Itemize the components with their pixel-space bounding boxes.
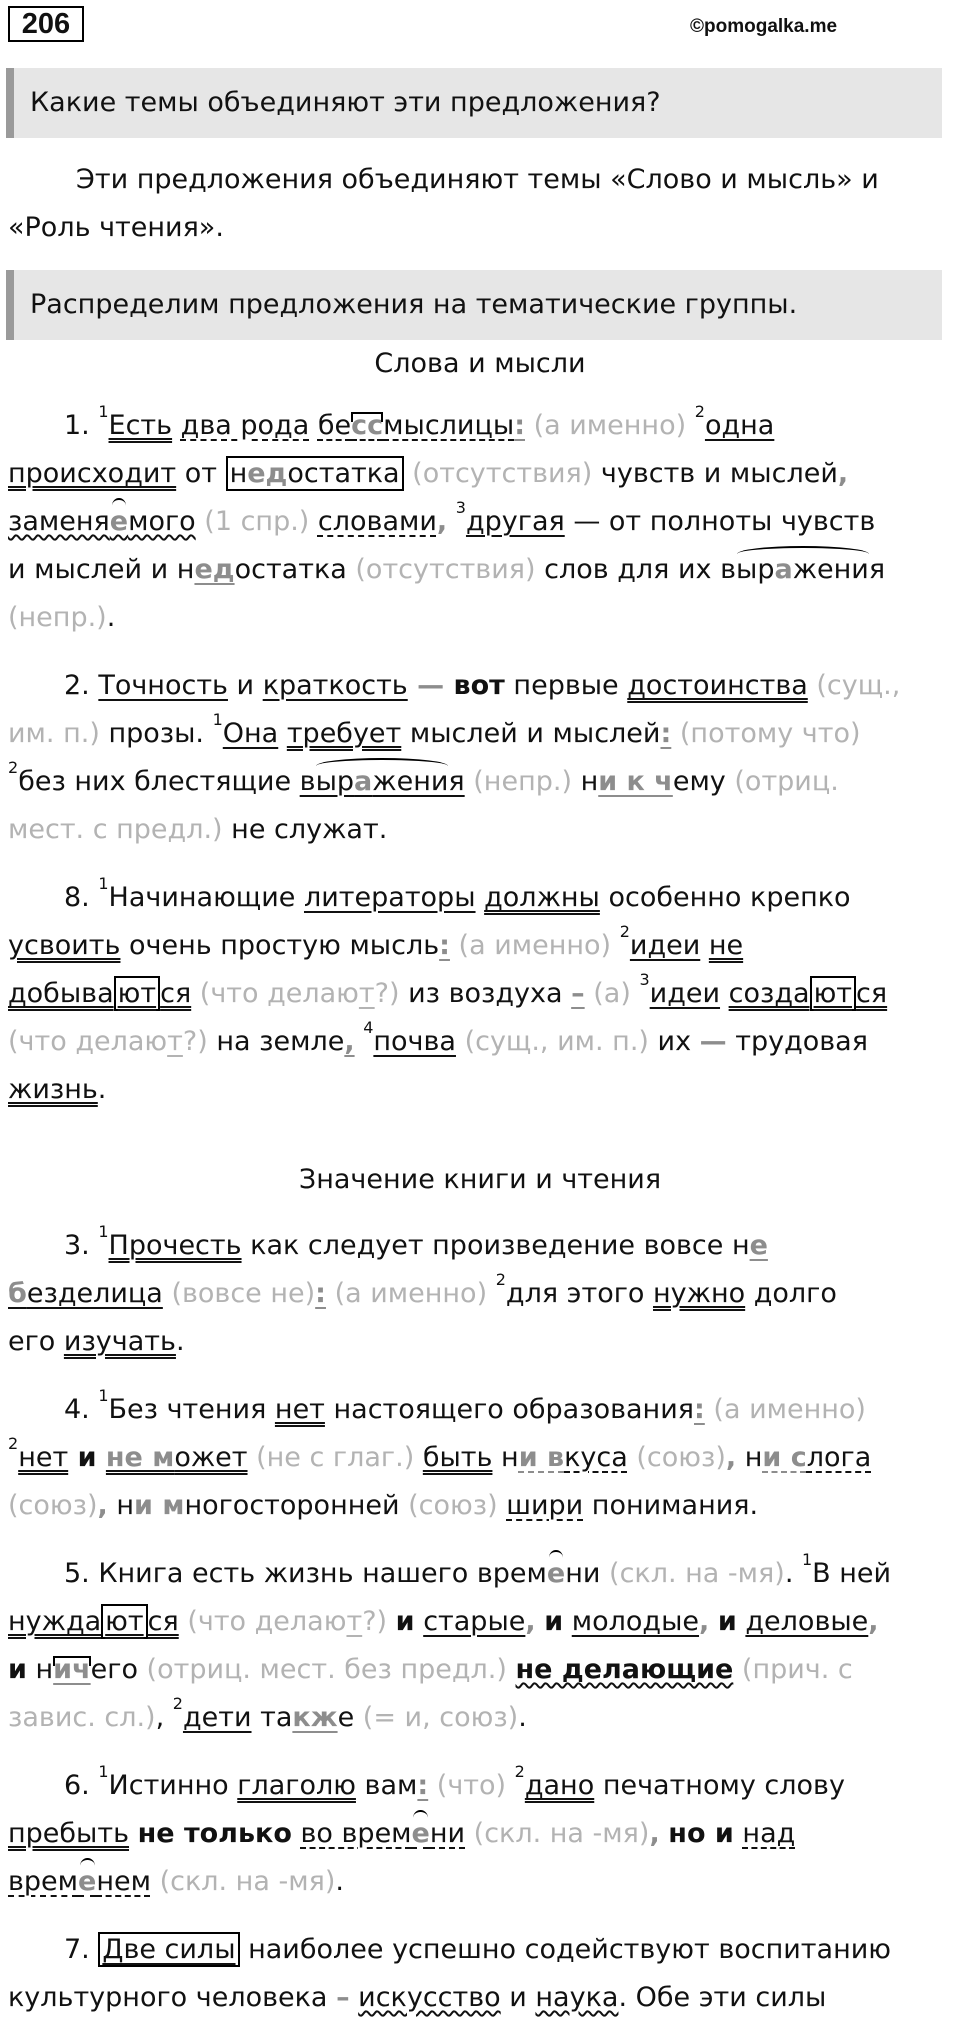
sentence-4-line-2: $^2$нет и не может (не с глаг.) быть ни вкуса (союз), ни слога [8, 1434, 872, 1473]
sentence-5-line-2: нужда ют ся (что делают?) и старые, и молодые, и деловые, [8, 1606, 879, 1637]
sentence-2-line-4: мест. с предл.) не служат. [8, 814, 388, 845]
question-box-2 [6, 270, 942, 340]
sentence-4-line-3: (союз), ни многосторонней (союз) шири понимания. [8, 1490, 759, 1521]
sentence-3-line-2: безделица (вовсе не): (а именно) $^2$для этого нужно долго [8, 1270, 837, 1309]
sentence-6-line-2: пребыть не только во времени (скл. на -мя), но и над [8, 1818, 796, 1849]
sentence-8-line-2: усвоить очень простую мысль: (а именно) $^2$идеи не [8, 922, 744, 961]
group-heading-1: Слова и мысли [374, 348, 586, 379]
sentence-4-line-1: 4. $^1$Без чтения нет настоящего образования: (а именно) [64, 1386, 866, 1425]
sentence-2-line-1: 2. Точность и краткость — вот первые достоинства (сущ., [64, 670, 901, 701]
site-watermark: ©pomogalka.me [690, 16, 838, 37]
sentence-6-line-1: 6. $^1$Истинно глаголю вам: (что) $^2$дано печатному слову [64, 1762, 845, 1801]
sentence-8-line-4: (что делают?) на земле, $^4$почва (сущ., им. п.) их — трудовая [8, 1018, 868, 1057]
sentence-3-line-1: 3. $^1$Прочесть как следует произведение вовсе не [64, 1222, 768, 1261]
answer-line-1: Эти предложения объединяют темы «Слово и мысль» и [76, 164, 879, 195]
sentence-1-line-5: (непр.). [8, 602, 116, 633]
sentence-7-line-1: 7. Две силы наиболее успешно содействуют воспитанию [64, 1934, 891, 1965]
sentence-5-line-1: 5. Книга есть жизнь нашего времени (скл. на -мя). $^1$В ней [64, 1550, 892, 1589]
question-text: Какие темы объединяют эти предложения? [30, 87, 661, 118]
sentence-1-line-2: происходит от недостатка (отсутствия) чувств и мыслей, [8, 458, 849, 489]
sentence-8-line-3: добыва ют ся (что делают?) из воздуха – (а) $^3$идеи созда ют ся [8, 970, 888, 1009]
sentence-1-line-4: и мыслей и недостатка (отсутствия) слов для их выражения [8, 554, 886, 585]
question-box-1 [6, 68, 942, 138]
sentence-1-line-1: 1. $^1$Есть два рода бессмыслицы: (а именно) $^2$одна [64, 402, 775, 441]
sentence-8-line-1: 8. $^1$Начинающие литераторы должны особенно крепко [64, 874, 851, 913]
sentence-5-line-3: и ничего (отриц. мест. без предл.) не делающие (прич. с [8, 1654, 853, 1685]
sentence-8-line-5: жизнь. [8, 1074, 107, 1105]
sentence-5-line-4: завис. сл.), $^2$дети также (= и, союз). [8, 1694, 527, 1733]
group-heading-2: Значение книги и чтения [298, 1164, 662, 1195]
answer-line-2: «Роль чтения». [8, 212, 224, 243]
sentence-1-line-3: заменяемого (1 спр.) словами, $^3$другая — от полноты чувств [8, 498, 876, 537]
sentence-7-line-2: культурного человека – искусство и наука. Обе эти силы [8, 1982, 827, 2013]
sentence-2-line-2: им. п.) прозы. $^1$Она требует мыслей и мыслей: (потому что) [8, 710, 861, 749]
sentence-2-line-3: $^2$без них блестящие выражения (непр.) ни к чему (отриц. [8, 758, 839, 797]
question-text: Распределим предложения на тематические группы. [30, 289, 798, 320]
sentence-3-line-3: его изучать. [8, 1326, 185, 1357]
exercise-number: 206 [8, 6, 84, 42]
sentence-6-line-3: временем (скл. на -мя). [8, 1866, 344, 1897]
